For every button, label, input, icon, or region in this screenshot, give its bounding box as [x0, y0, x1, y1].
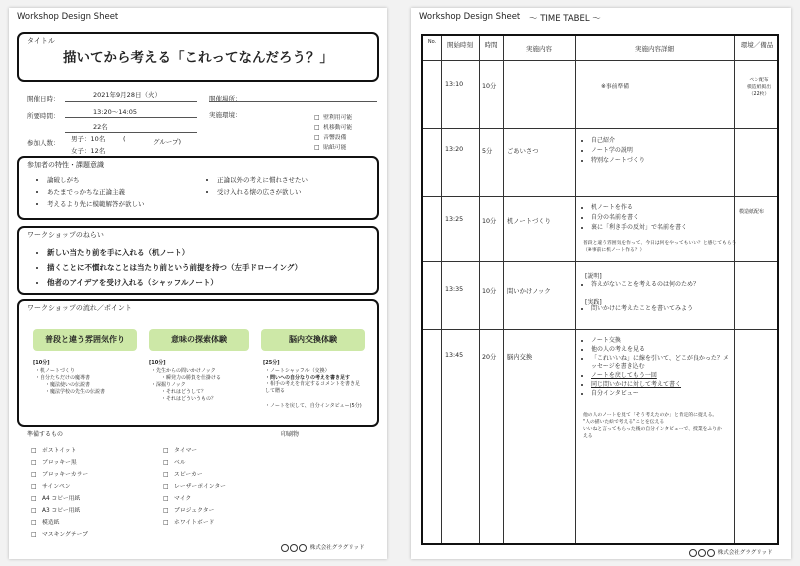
male-count: 男子：10名: [71, 135, 106, 143]
right-subtitle: 〜 TIME TABEL 〜: [529, 14, 601, 24]
col-content: 実施内容: [526, 45, 552, 53]
traits-label: 参加者の特性・課題意識: [27, 161, 104, 169]
col-no: No.: [427, 39, 437, 45]
prep-item: □ ブロッキーカラー: [31, 472, 89, 478]
prep-item: □ 模造紙: [31, 520, 60, 526]
prep-label: 準備するもの: [27, 431, 64, 438]
flow-item: ・自分たちだけの魔導書: [35, 375, 91, 381]
participants-label: 参加人数：: [27, 139, 60, 147]
row-content: 脳内交換: [507, 354, 533, 361]
flow-step-1-time: [10分]: [33, 360, 50, 366]
row-time: 13:10: [445, 81, 464, 88]
col-details: 実施内容詳細: [635, 45, 674, 53]
row-detail-head: [説明]: [585, 273, 602, 280]
left-page: [9, 8, 387, 559]
prep-item: □ タイマー: [163, 448, 198, 454]
flow-item: ・それはどういうもの？: [161, 396, 217, 402]
prep-item: □ プロジェクター: [163, 508, 215, 514]
flow-item: ・ノートを戻して、自分インタビュー(5分): [265, 403, 362, 409]
cc-icon: [281, 544, 289, 552]
prep-item: □ A4 コピー用紙: [31, 496, 81, 502]
left-footer: 株式会社グラグリッド: [281, 543, 365, 552]
flow-step-1-title: 普段と違う雰囲気作り: [33, 329, 137, 351]
row-content: ごあいさつ: [507, 148, 539, 155]
row-dur: 10分: [482, 288, 497, 295]
env-item: □ 机移動可能: [314, 125, 353, 131]
print-label: 印刷物: [281, 431, 300, 438]
env-item: □ 貼紙可能: [314, 145, 347, 151]
row-detail-head: [実践]: [585, 299, 602, 306]
by-icon: [698, 549, 706, 557]
env-item: □ 音響設備: [314, 135, 347, 141]
row-content: 机ノートづくり: [507, 218, 551, 225]
flow-item: ・魔法学校の先生の伝説書: [45, 389, 106, 395]
flow-item: ・問いへの自分なりの考えを書き足す: [265, 375, 351, 381]
env-item: □ 壁利用可能: [314, 115, 353, 121]
aims-list: • 新しい当たり前を手に入れる（机ノート） • 描くことに不慣れなことは当たり前という前提を持つ（左手ドローイング） • 他者のアイデアを受け入れる（シャッフルノート）: [35, 247, 302, 292]
flow-step-2-title: 意味の探索体験: [149, 329, 249, 351]
right-footer: 株式会社グラグリッド: [689, 548, 773, 557]
by-icon: [290, 544, 298, 552]
row-env: ペン配布 模造紙掲出 （22枚）: [747, 78, 771, 97]
female-count: 女子：12名: [71, 147, 106, 155]
prep-item: □ レーザーポインター: [163, 484, 226, 490]
date-label: 開催日時：: [27, 95, 60, 103]
sa-icon: [707, 549, 715, 557]
prep-item: □ スピーカー: [163, 472, 203, 478]
row-detail: ※事前準備: [601, 84, 630, 90]
row-time: 13:45: [445, 352, 464, 359]
traits-col2: • 正論以外の考えに慣れさせたい • 受け入れる懐の広さが欲しい: [205, 175, 308, 199]
flow-item: ・魔法使いの伝説書: [45, 382, 91, 388]
time-label: 所要時間：: [27, 112, 60, 120]
env-label: 実施環境：: [209, 111, 242, 119]
row-dur: 20分: [482, 354, 497, 361]
prep-item: □ ベル: [163, 460, 186, 466]
sa-icon: [299, 544, 307, 552]
row-env: 模造紙配布: [739, 209, 765, 215]
row-details: • 答えがないことを考えるのは何のため？: [581, 279, 699, 289]
row-details: • 自己紹介 • ノート学の説明 • 特別なノートづくり: [581, 135, 645, 165]
flow-item: ・机ノートづくり: [35, 368, 75, 374]
prep-item: □ ホワイトボード: [163, 520, 215, 526]
row-details: • 問いかけに考えたことを書いてみよう: [581, 305, 711, 314]
flow-label: ワークショップの流れ／ポイント: [27, 304, 132, 312]
flow-item: ・瞬発力の勝負を仕掛ける: [161, 375, 222, 381]
prep-item: □ A3 コピー用紙: [31, 508, 81, 514]
place-label: 開催場所：: [209, 95, 242, 103]
row-content: 問いかけノック: [507, 288, 551, 295]
right-header: Workshop Design Sheet: [419, 12, 521, 22]
prep-item: □ マイク: [163, 496, 192, 502]
right-page: [411, 8, 791, 559]
flow-item: ・ノートシャッフル（交換）: [265, 368, 330, 374]
row-time: 13:35: [445, 286, 464, 293]
workshop-title: 描いてから考える「これってなんだろう？」: [63, 50, 333, 66]
cc-icon: [689, 549, 697, 557]
time-value: 13:20～14:05: [93, 108, 137, 116]
flow-step-3-title: 脳内交換体験: [261, 329, 365, 351]
time-table: [421, 34, 779, 545]
row-time: 13:20: [445, 146, 464, 153]
row-note: 他の人のノートを見て「そう考えたのか」と肯定的に捉える。 "人の描いた絵で考える"ことを伝える いいねと言ってもらった後の自分インタビューで、授業をふりかえる: [583, 413, 722, 439]
row-dur: 5分: [482, 148, 493, 155]
left-header: Workshop Design Sheet: [17, 12, 119, 22]
flow-step-3-time: [25分]: [263, 360, 280, 366]
date-value: 2021年9月28日（火）: [93, 91, 161, 99]
row-details: • 机ノートを作る • 自分の名前を書く • 裏に「利き手の反対」で名前を書く: [581, 202, 687, 232]
flow-item: ・それはどうして？: [161, 389, 207, 395]
col-start: 開始時刻: [447, 41, 473, 49]
flow-item: ・深掘りノック: [151, 382, 186, 388]
flow-box: [17, 299, 379, 427]
flow-item: ・先生からの問いかけノック: [151, 368, 216, 374]
traits-box: [17, 156, 379, 220]
col-env: 環境／備品: [740, 41, 774, 49]
prep-item: □ ポストイット: [31, 448, 77, 454]
flow-item: ・相手の考えを肯定するコメントを書き足して贈る: [265, 381, 361, 394]
count-value: 22名: [93, 123, 108, 131]
row-note: 普段と違う雰囲気を作って、今日は何をやってもいい？と感じてもらう （※事前に机ノート作る？）: [583, 241, 737, 253]
aims-box: [17, 226, 379, 295]
title-box: [17, 32, 379, 82]
paren: (: [123, 135, 126, 143]
prep-item: □ マスキングテープ: [31, 532, 88, 538]
row-time: 13:25: [445, 216, 464, 223]
traits-col1: • 論破しがち • あたまでっかちな正論主義 • 考えるより先に模範解答が欲しい: [35, 175, 145, 211]
flow-step-2-time: [10分]: [149, 360, 166, 366]
row-dur: 10分: [482, 83, 497, 90]
group-label: グループ): [153, 138, 182, 146]
row-dur: 10分: [482, 218, 497, 225]
col-dur: 時間: [484, 41, 498, 49]
aims-label: ワークショップのねらい: [27, 231, 104, 239]
row-details: • ノート交換 • 他の人の考えを見る • 「これいいね」に線を引いて、どこが良かった？メッセージを書き込む • ノートを戻してもう一回 • 同じ問いかけに対して考えて書く • 自分インタビュー: [581, 337, 731, 399]
prep-item: □ サインペン: [31, 484, 71, 490]
prep-item: □ ブロッキー黒: [31, 460, 77, 466]
title-box-label: タイトル: [27, 37, 55, 45]
